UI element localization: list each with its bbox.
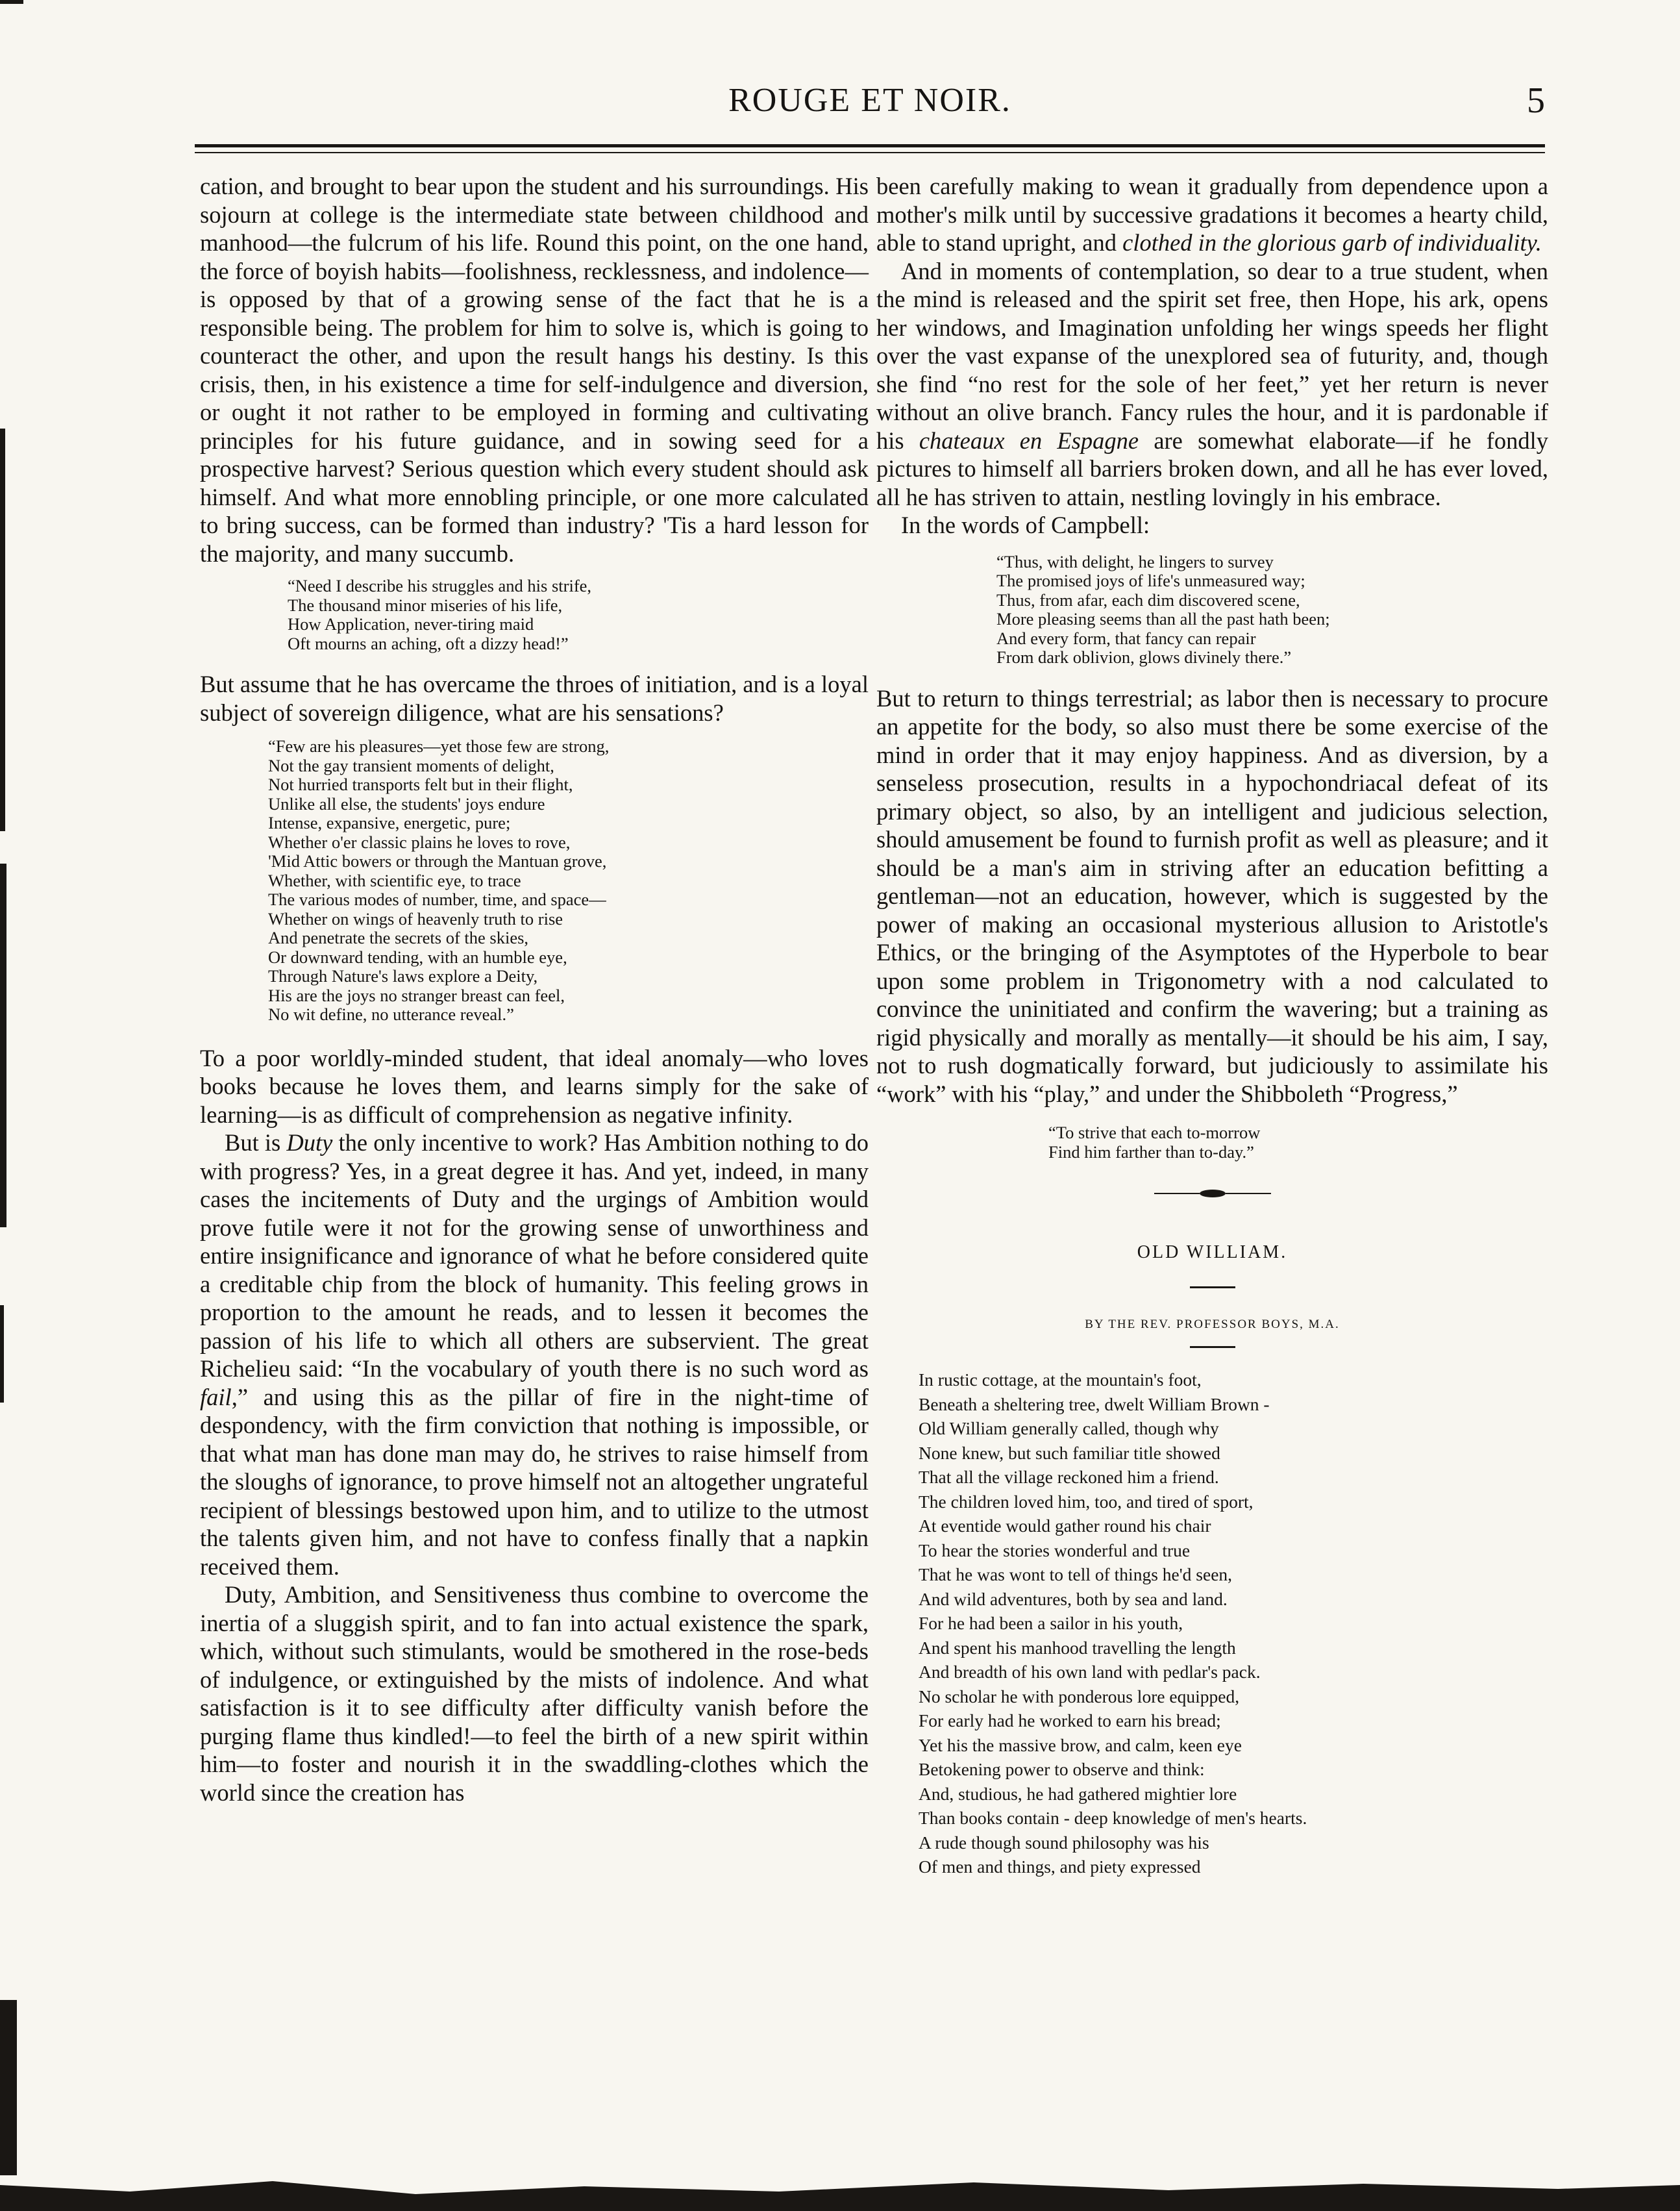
emphasis-fail: fail	[200, 1383, 232, 1410]
title-rule	[1190, 1286, 1235, 1288]
verse-line: His are the joys no stranger breast can feel,	[268, 985, 565, 1005]
verse-line: No wit define, no utterance reveal.”	[268, 1005, 514, 1024]
text-run: But is	[225, 1129, 287, 1156]
text-run: ,” and using this as the pillar of fire in the night-time of despondency, with the firm conviction that nothing is impossible, or that what man has done man may do, he strives to raise himself from the sloughs of ignorance, to prove himself not an altogether ungrateful recipient of blessings bestowed upon him, and to utilize to the utmost the talents given him, and not have to confess finally that a napkin received them.	[200, 1383, 869, 1580]
scan-corner-mark	[0, 0, 23, 4]
verse-quote	[876, 553, 1548, 668]
verse-line: Not the gay transient moments of delight,	[268, 755, 554, 775]
text-run: been carefully making to wean it gradually from dependence upon a mother's milk until by successive gradations it becomes a hearty child, able to stand upright, and	[876, 173, 1548, 256]
essay-paragraph: Duty, Ambition, and Sensitiveness thus combine to overcome the inertia of a sluggish spirit, and to fan into actual existence the spark, which, without such stimulants, would be smothered in the rose-beds of indulgence, or extinguished by the mists of indolence. And what satisfaction is it to see difficulty after difficulty vanish before the purging flame thus kindled!—to feel the birth of a new spirit within him—to foster and nourish it in the swaddling-clothes which the world since the creation has	[200, 1581, 869, 1806]
verse-line: Oft mourns an aching, oft a dizzy head!”	[288, 633, 569, 653]
scan-edge-mark	[0, 429, 5, 831]
verse-quote	[876, 1123, 1548, 1162]
poem-line: At eventide would gather round his chair	[919, 1516, 1211, 1536]
left-column	[200, 172, 869, 1806]
verse-line: “Need I describe his struggles and his strife,	[288, 576, 592, 595]
poem-line: And wild adventures, both by sea and land.	[919, 1588, 1228, 1609]
essay-paragraph: In the words of Campbell:	[901, 512, 1150, 538]
emphasis-chateaux: chateaux en Espagne	[919, 427, 1139, 454]
essay-paragraph: cation, and brought to bear upon the student and his surroundings. His sojourn at college is the intermediate state between childhood and manhood—the fulcrum of his life. Round this point, on the one hand, the force of boyish habits—foolishness, recklessness, and indolence—is opposed by that of a growing sense of the fact that he is a responsible being. The problem for him to solve is, which is going to counteract the other, and upon the result hangs his destiny. Is this crisis, then, in his existence a time for self-indulgence and diversion, or ought it not rather to be employed in forming and cultivating principles for his future guidance, and in sowing seed for a prospective harvest? Serious question which every student should ask himself. And what more ennobling principle, or one more calculated to bring success, can be formed than industry? 'Tis a hard lesson for the majority, and many succumb.	[200, 173, 869, 567]
byline-rule	[1190, 1346, 1235, 1348]
verse-line: Or downward tending, with an humble eye,	[268, 947, 567, 967]
verse-line: Whether, with scientific eye, to trace	[268, 870, 521, 890]
essay-paragraph	[876, 257, 1548, 512]
page-number: 5	[1527, 81, 1545, 121]
running-header	[195, 75, 1545, 140]
right-column	[876, 172, 1548, 1879]
poem-line: Betokening power to observe and think:	[919, 1759, 1205, 1779]
poem-line: The children loved him, too, and tired of sport,	[919, 1491, 1254, 1512]
verse-line: The various modes of number, time, and space—	[268, 890, 606, 909]
verse-line: Find him farther than to-day.”	[1048, 1142, 1254, 1162]
verse-line: Through Nature's laws explore a Deity,	[268, 966, 538, 986]
poem-byline: BY THE REV. PROFESSOR BOYS, M.A.	[1085, 1317, 1340, 1331]
verse-line: And every form, that fancy can repair	[996, 628, 1256, 648]
poem-line: In rustic cottage, at the mountain's foot,	[919, 1369, 1202, 1390]
verse-line: Whether on wings of heavenly truth to rise	[268, 908, 563, 929]
poem-title: OLD WILLIAM.	[1137, 1242, 1288, 1262]
poem-line: And spent his manhood travelling the length	[919, 1637, 1236, 1658]
emphasis-duty: Duty	[286, 1129, 333, 1156]
poem-line: Of men and things, and piety expressed	[919, 1856, 1201, 1877]
essay-paragraph	[876, 172, 1548, 257]
text-run: the only incentive to work? Has Ambition nothing to do with progress? Yes, in a great degree it has. And yet, indeed, in many cases the incitements of Duty and the urgings of Ambition would prove futile were it not for the growing sense of unworthiness and entire insignificance and ignorance of what he before considered quite a creditable chip from the block of humanity. This feeling grows in proportion to the amount he reads, and to lessen it becomes the passion of his life to which all others are subservient. The great Richelieu said: “In the vocabulary of youth there is no such word as	[200, 1129, 869, 1382]
essay-paragraph: To a poor worldly-minded student, that ideal anomaly—who loves books because he loves them, and learns simply for the sake of learning—is as difficult of comprehension as negative infinity.	[200, 1044, 869, 1128]
poem-line: Beneath a sheltering tree, dwelt William Brown -	[919, 1393, 1270, 1414]
scan-bottom-edge	[0, 2172, 1680, 2211]
emphasis-individuality: clothed in the glorious garb of individuality.	[1122, 229, 1542, 256]
essay-paragraph: But to return to things terrestrial; as labor then is necessary to procure an appetite for the body, so also must there be some exercise of the mind in order that it may enjoy happiness. And as diversion, by a senseless prosecution, results in a hypochondriacal defeat of its primary object, so also, by an intelligent and judicious selection, should amusement be found to furnish profit as well as pleasure; and it should be a man's aim in striving after an education befitting a gentleman—not an education, however, which is suggested by the power of making an occasional mysterious allusion to Aristotle's Ethics, or the bringing of the Asymptotes of the Hyperbole to bear upon some problem in Trigonometry with a nod calculated to convince the uninitiated and confirm the wavering; but a training as rigid physically and morally as mentally—it should be his aim, I say, not to rush dogmatically forward, but judiciously to assimilate his “work” with his “play,” and under the Shibboleth “Progress,”	[876, 684, 1548, 1107]
poem-line: And, studious, he had gathered mightier lore	[919, 1783, 1237, 1804]
scan-edge-mark	[0, 864, 6, 1227]
poem-line: No scholar he with ponderous lore equipped,	[919, 1686, 1240, 1706]
verse-line: Whether o'er classic plains he loves to rove,	[268, 832, 571, 852]
text-run: And in moments of contemplation, so dear to a true student, when the mind is released and the spirit set free, then Hope, his ark, opens her windows, and Imagination unfolding her wings speeds her flight over the vast expanse of the unexplored sea of futurity, and, though she find “no rest for the sole of her feet,” yet her return is never without an olive branch. Fancy rules the hour, and it is pardonable if his	[876, 257, 1548, 454]
poem-line: That he was wont to tell of things he'd seen,	[919, 1564, 1233, 1584]
poem-line: Old William generally called, though why	[919, 1418, 1219, 1438]
poem-line: Than books contain - deep knowledge of men's hearts.	[919, 1808, 1307, 1828]
verse-line: And penetrate the secrets of the skies,	[268, 928, 529, 947]
poem-line: That all the village reckoned him a friend.	[919, 1467, 1219, 1487]
verse-line: Thus, from afar, each dim discovered scene,	[996, 590, 1300, 610]
poem-line: For early had he worked to earn his bread;	[919, 1710, 1221, 1730]
scan-edge-mark	[0, 1305, 4, 1403]
verse-line: Intense, expansive, energetic, pure;	[268, 813, 511, 832]
scan-edge-mark	[0, 2000, 17, 2175]
verse-line: 'Mid Attic bowers or through the Mantuan grove,	[268, 851, 607, 871]
poem-line: To hear the stories wonderful and true	[919, 1540, 1191, 1560]
text-run: are somewhat elaborate—if he fondly pictures to himself all barriers broken down, and all he has ever loved, all he has striven to attain, nestling lovingly in his embrace.	[876, 427, 1548, 510]
verse-line: Not hurried transports felt but in their flight,	[268, 775, 573, 794]
poem-line: For he had been a sailor in his youth,	[919, 1613, 1183, 1633]
essay-paragraph: But assume that he has overcame the throes of initiation, and is a loyal subject of sovereign diligence, what are his sensations?	[200, 671, 869, 726]
verse-line: More pleasing seems than all the past hath been;	[996, 609, 1330, 629]
essay-paragraph	[200, 1129, 869, 1580]
poem-line: Yet his the massive brow, and calm, keen eye	[919, 1734, 1242, 1755]
verse-line: From dark oblivion, glows divinely there.”	[996, 647, 1292, 667]
publication-title: ROUGE ET NOIR.	[728, 82, 1011, 119]
verse-line: The promised joys of life's unmeasured way;	[996, 571, 1305, 590]
poem-body	[876, 1368, 1548, 1879]
verse-line: “Few are his pleasures—yet those few are strong,	[268, 736, 610, 756]
verse-line: “To strive that each to-morrow	[1048, 1123, 1261, 1142]
header-rule-thin	[195, 152, 1545, 153]
poem-line: And breadth of his own land with pedlar's pack.	[919, 1662, 1261, 1682]
verse-line: “Thus, with delight, he lingers to survey	[996, 551, 1274, 571]
verse-line: How Application, never-tiring maid	[288, 614, 534, 634]
poem-line: A rude though sound philosophy was his	[919, 1832, 1209, 1853]
header-rule-thick	[195, 144, 1545, 147]
verse-quote	[200, 577, 869, 653]
verse-quote	[200, 737, 869, 1025]
verse-line: The thousand minor miseries of his life,	[288, 595, 563, 615]
ornament-divider	[1154, 1188, 1271, 1199]
poem-line: None knew, but such familiar title showed	[919, 1442, 1220, 1463]
verse-line: Unlike all else, the students' joys endure	[268, 793, 545, 814]
